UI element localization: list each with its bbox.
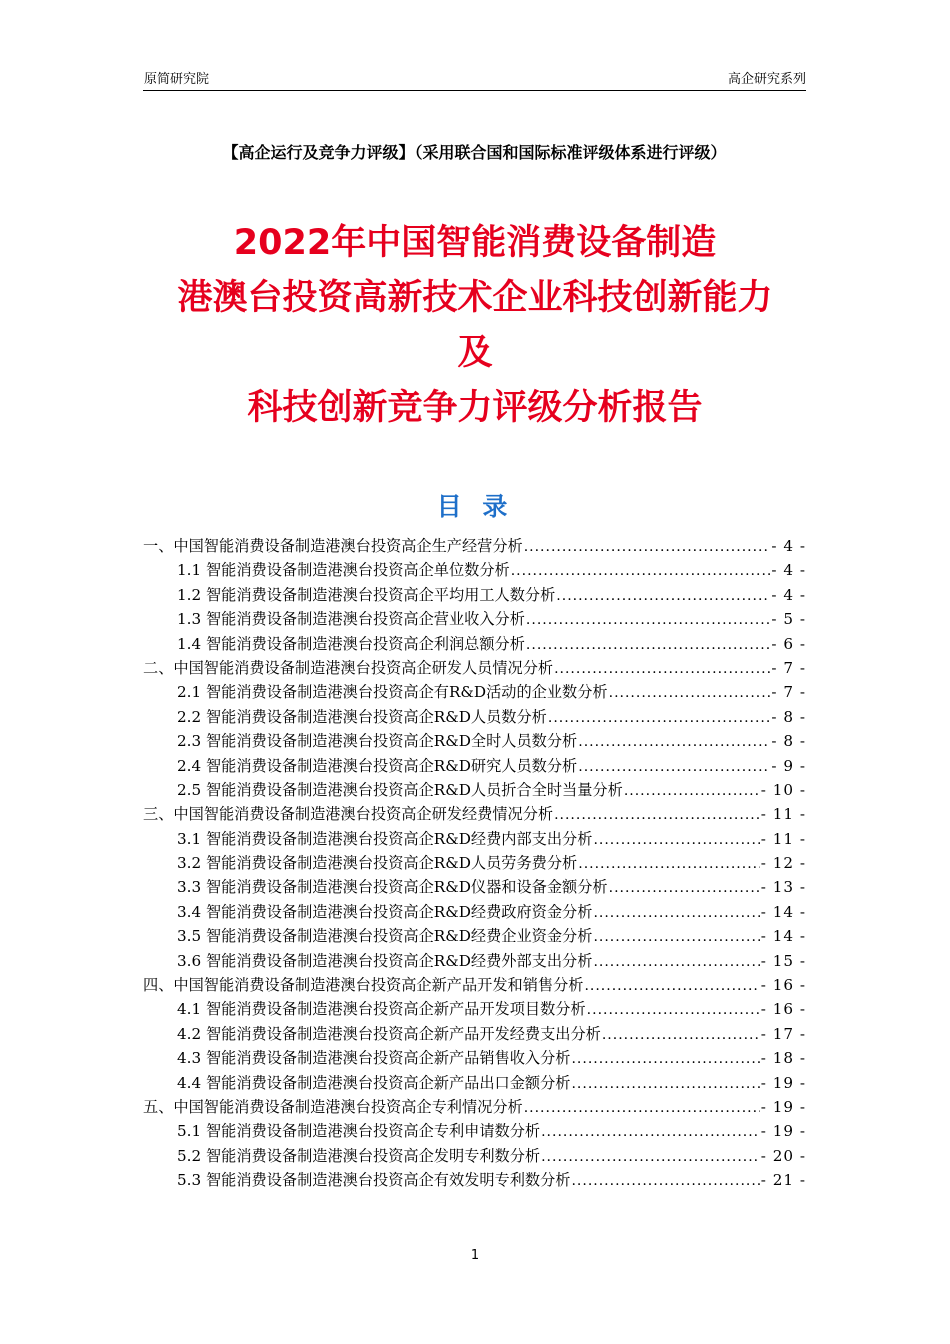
- toc-entry-page: - 20 -: [760, 1146, 806, 1165]
- toc-entry[interactable]: [143, 632, 806, 656]
- toc-dot-leader: [593, 828, 759, 852]
- toc-dot-leader: [524, 1096, 760, 1120]
- header-right-text: 高企研究系列: [727, 72, 806, 87]
- toc-entry[interactable]: [143, 924, 806, 948]
- toc-dot-leader: [624, 779, 760, 803]
- toc-entry[interactable]: [143, 1168, 806, 1192]
- toc-entry-page: - 4 -: [771, 585, 806, 604]
- toc-entry[interactable]: [143, 656, 806, 680]
- toc-entry[interactable]: [143, 997, 806, 1021]
- toc-entry-page: - 11 -: [760, 829, 806, 848]
- toc-entry-page: - 4 -: [771, 561, 806, 580]
- toc-entry-page: - 14 -: [760, 927, 806, 946]
- toc-entry[interactable]: [143, 1095, 806, 1119]
- toc-entry-title: 3.1 智能消费设备制造港澳台投资高企R&D经费内部支出分析: [177, 829, 593, 848]
- toc-entry-page: - 9 -: [771, 756, 806, 775]
- toc-entry[interactable]: [143, 1046, 806, 1070]
- toc-entry[interactable]: [143, 1144, 806, 1168]
- toc-entry[interactable]: [143, 900, 806, 924]
- table-of-contents: [143, 534, 806, 1193]
- page-number: 1: [470, 1248, 480, 1263]
- toc-dot-leader: [587, 998, 760, 1022]
- toc-entry-title: 4.3 智能消费设备制造港澳台投资高企新产品销售收入分析: [177, 1049, 571, 1068]
- toc-dot-leader: [609, 876, 760, 900]
- toc-entry-page: - 16 -: [760, 976, 806, 995]
- toc-entry[interactable]: [143, 1022, 806, 1046]
- toc-entry[interactable]: [143, 558, 806, 582]
- toc-entry-title: 5.1 智能消费设备制造港澳台投资高企专利申请数分析: [177, 1122, 541, 1141]
- toc-entry[interactable]: [143, 875, 806, 899]
- toc-dot-leader: [554, 657, 770, 681]
- toc-dot-leader: [593, 925, 759, 949]
- toc-entry-page: - 19 -: [760, 1122, 806, 1141]
- toc-entry-title: 4.1 智能消费设备制造港澳台投资高企新产品开发项目数分析: [177, 1000, 586, 1019]
- toc-entry-title: 5.3 智能消费设备制造港澳台投资高企有效发明专利数分析: [177, 1171, 571, 1190]
- toc-entry-title: 3.5 智能消费设备制造港澳台投资高企R&D经费企业资金分析: [177, 927, 593, 946]
- toc-entry-title: 5.2 智能消费设备制造港澳台投资高企发明专利数分析: [177, 1146, 541, 1165]
- page-header: [143, 66, 806, 91]
- toc-entry-page: - 5 -: [771, 610, 806, 629]
- toc-dot-leader: [571, 1072, 759, 1096]
- toc-entry-title: 2.2 智能消费设备制造港澳台投资高企R&D人员数分析: [177, 707, 547, 726]
- toc-entry-title: 2.3 智能消费设备制造港澳台投资高企R&D全时人员数分析: [177, 732, 578, 751]
- toc-entry[interactable]: [143, 1119, 806, 1143]
- toc-entry-title: 2.4 智能消费设备制造港澳台投资高企R&D研究人员数分析: [177, 756, 578, 775]
- toc-entry[interactable]: [143, 534, 806, 558]
- toc-dot-leader: [526, 633, 770, 657]
- toc-dot-leader: [526, 608, 770, 632]
- toc-entry-title: 1.3 智能消费设备制造港澳台投资高企营业收入分析: [177, 610, 525, 629]
- toc-dot-leader: [593, 901, 759, 925]
- toc-entry-page: - 13 -: [760, 878, 806, 897]
- toc-dot-leader: [524, 535, 771, 559]
- title-line: 2022年中国智能消费设备制造: [233, 223, 717, 263]
- toc-dot-leader: [554, 803, 760, 827]
- toc-entry-title: 四、中国智能消费设备制造港澳台投资高企新产品开发和销售分析: [143, 976, 584, 995]
- toc-entry-page: - 16 -: [760, 1000, 806, 1019]
- toc-entry-page: - 11 -: [760, 805, 806, 824]
- report-title: [100, 216, 850, 436]
- toc-entry-title: 3.2 智能消费设备制造港澳台投资高企R&D人员劳务费分析: [177, 854, 578, 873]
- toc-entry-page: - 18 -: [760, 1049, 806, 1068]
- toc-dot-leader: [578, 852, 760, 876]
- toc-entry[interactable]: [143, 583, 806, 607]
- title-line: 及: [457, 333, 493, 373]
- toc-dot-leader: [571, 1047, 759, 1071]
- toc-entry-title: 1.1 智能消费设备制造港澳台投资高企单位数分析: [177, 561, 510, 580]
- toc-entry-title: 三、中国智能消费设备制造港澳台投资高企研发经费情况分析: [143, 805, 554, 824]
- toc-entry[interactable]: [143, 802, 806, 826]
- toc-dot-leader: [609, 681, 771, 705]
- toc-dot-leader: [548, 706, 771, 730]
- toc-entry-page: - 4 -: [771, 537, 806, 555]
- toc-entry-page: - 8 -: [771, 707, 806, 726]
- toc-entry-page: - 10 -: [760, 780, 806, 799]
- toc-dot-leader: [578, 730, 770, 754]
- toc-entry-title: 3.3 智能消费设备制造港澳台投资高企R&D仪器和设备金额分析: [177, 878, 608, 897]
- toc-entry-page: - 7 -: [771, 658, 806, 677]
- toc-dot-leader: [541, 1120, 760, 1144]
- toc-entry-page: - 8 -: [771, 732, 806, 751]
- title-line: 港澳台投资高新技术企业科技创新能力: [177, 278, 773, 318]
- toc-entry-page: - 15 -: [760, 951, 806, 970]
- title-line: 科技创新竞争力评级分析报告: [247, 388, 703, 428]
- toc-entry-page: - 19 -: [760, 1073, 806, 1092]
- toc-entry-page: - 12 -: [760, 854, 806, 873]
- toc-entry-title: 3.6 智能消费设备制造港澳台投资高企R&D经费外部支出分析: [177, 951, 593, 970]
- toc-entry-page: - 17 -: [760, 1024, 806, 1043]
- toc-entry-title: 2.5 智能消费设备制造港澳台投资高企R&D人员折合全时当量分析: [177, 780, 623, 799]
- toc-dot-leader: [602, 1023, 760, 1047]
- toc-dot-leader: [584, 974, 759, 998]
- toc-entry[interactable]: [143, 1071, 806, 1095]
- toc-entry-page: - 7 -: [771, 683, 806, 702]
- toc-entry[interactable]: [143, 680, 806, 704]
- toc-entry-title: 1.4 智能消费设备制造港澳台投资高企利润总额分析: [177, 634, 525, 653]
- toc-entry-title: 五、中国智能消费设备制造港澳台投资高企专利情况分析: [143, 1097, 523, 1116]
- toc-entry-title: 4.4 智能消费设备制造港澳台投资高企新产品出口金额分析: [177, 1073, 571, 1092]
- header-left-text: 原简研究院: [144, 72, 210, 87]
- toc-dot-leader: [578, 755, 770, 779]
- toc-entry-title: 4.2 智能消费设备制造港澳台投资高企新产品开发经费支出分析: [177, 1024, 601, 1043]
- toc-entry[interactable]: [143, 729, 806, 753]
- toc-entry-title: 二、中国智能消费设备制造港澳台投资高企研发人员情况分析: [143, 658, 554, 677]
- toc-entry[interactable]: [143, 949, 806, 973]
- toc-entry[interactable]: [143, 973, 806, 997]
- toc-entry-page: - 21 -: [760, 1171, 806, 1190]
- toc-entry[interactable]: [143, 851, 806, 875]
- toc-entry-page: - 19 -: [760, 1097, 806, 1116]
- toc-entry-page: - 14 -: [760, 902, 806, 921]
- toc-entry-page: - 6 -: [771, 634, 806, 653]
- toc-entry[interactable]: [143, 607, 806, 631]
- toc-entry-title: 3.4 智能消费设备制造港澳台投资高企R&D经费政府资金分析: [177, 902, 593, 921]
- toc-entry[interactable]: [143, 827, 806, 851]
- toc-dot-leader: [541, 1145, 760, 1169]
- toc-dot-leader: [593, 950, 759, 974]
- rating-line: 【高企运行及竞争力评级】（采用联合国和国际标准评级体系进行评级）: [222, 143, 727, 162]
- toc-dot-leader: [556, 584, 770, 608]
- toc-heading: 目 录: [436, 492, 514, 521]
- toc-entry[interactable]: [143, 705, 806, 729]
- toc-entry-title: 一、中国智能消费设备制造港澳台投资高企生产经营分析: [143, 537, 523, 555]
- toc-entry[interactable]: [143, 778, 806, 802]
- toc-entry-title: 2.1 智能消费设备制造港澳台投资高企有R&D活动的企业数分析: [177, 683, 608, 702]
- toc-entry[interactable]: [143, 754, 806, 778]
- toc-dot-leader: [511, 559, 771, 583]
- toc-dot-leader: [571, 1169, 759, 1193]
- toc-entry-title: 1.2 智能消费设备制造港澳台投资高企平均用工人数分析: [177, 585, 556, 604]
